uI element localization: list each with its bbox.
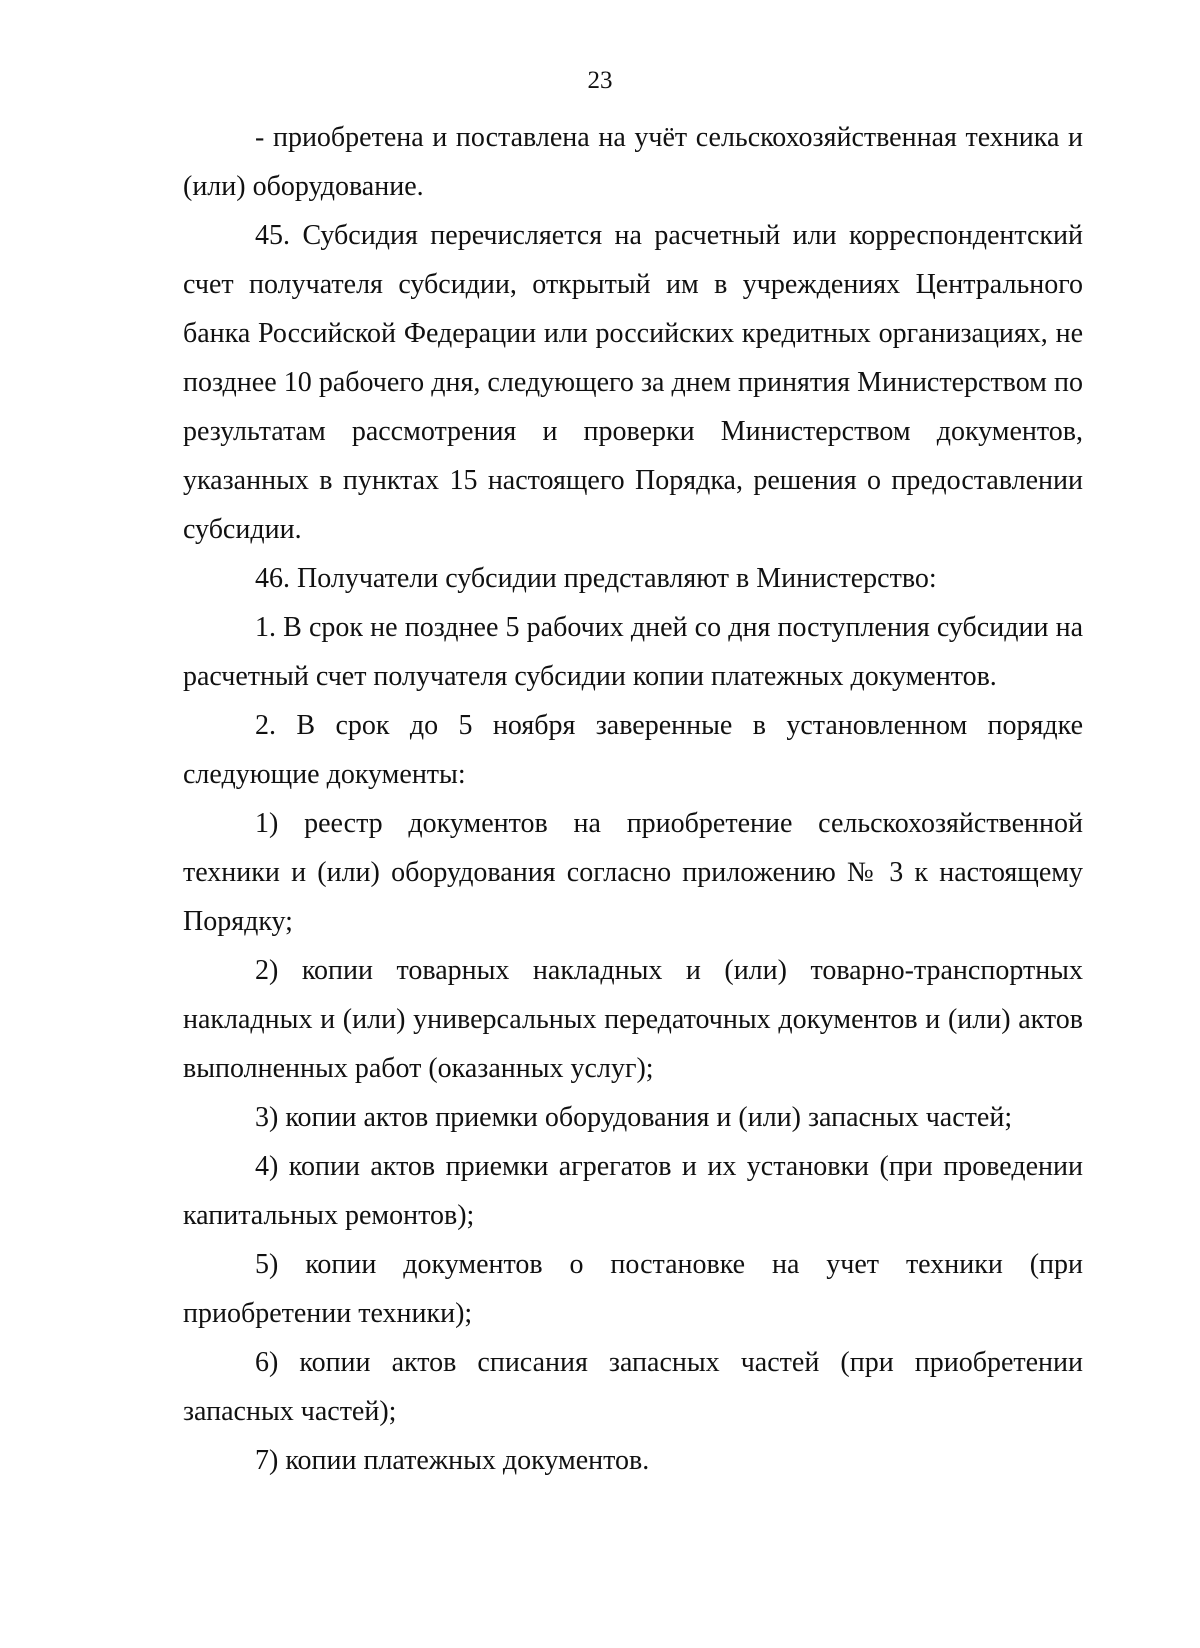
paragraph-equipment-registered: - приобретена и поставлена на учёт сельскохозяйственная техника и (или) оборудование. xyxy=(183,122,1083,202)
document-body xyxy=(183,113,1083,1485)
paragraph-subitem-7-payment-docs: 7) копии платежных документов. xyxy=(255,1445,650,1476)
paragraph-item-2-documents-deadline: 2. В срок до 5 ноября заверенные в установленном порядке следующие документы: xyxy=(183,710,1083,790)
paragraph-subitem-6-writeoff-acts: 6) копии актов списания запасных частей (при приобретении запасных частей); xyxy=(183,1347,1083,1427)
paragraph-subitem-3-acceptance-acts: 3) копии актов приемки оборудования и (или) запасных частей; xyxy=(255,1102,1013,1133)
paragraph-item-1-payment-copies: 1. В срок не позднее 5 рабочих дней со дня поступления субсидии на расчетный счет получателя субсидии копии платежных документов. xyxy=(183,612,1083,692)
paragraph-subitem-5-registration-docs: 5) копии документов о постановке на учет техники (при приобретении техники); xyxy=(183,1249,1083,1329)
paragraph-subitem-2-invoices: 2) копии товарных накладных и (или) товарно-транспортных накладных и (или) универсальных передаточных документов и (или) актов выполненных работ (оказанных услуг); xyxy=(183,955,1083,1084)
paragraph-subitem-4-assembly-acts: 4) копии актов приемки агрегатов и их установки (при проведении капитальных ремонтов); xyxy=(183,1151,1083,1231)
page-number: 23 xyxy=(587,67,613,94)
paragraph-46-recipients-submit: 46. Получатели субсидии представляют в Министерство: xyxy=(255,563,937,594)
paragraph-subitem-1-registry: 1) реестр документов на приобретение сельскохозяйственной техники и (или) оборудования согласно приложению № 3 к настоящему Порядку; xyxy=(183,808,1083,937)
paragraph-45-subsidy-transfer: 45. Субсидия перечисляется на расчетный или корреспондентский счет получателя субсидии, открытый им в учреждениях Центрального банка Российской Федерации или российских кредитных организациях, не позднее 10 рабочего дня, следующего за днем принятия Министерством по результатам рассмотрения и проверки Министерством документов, указанных в пунктах 15 настоящего Порядка, решения о предоставлении субсидии. xyxy=(183,220,1083,545)
